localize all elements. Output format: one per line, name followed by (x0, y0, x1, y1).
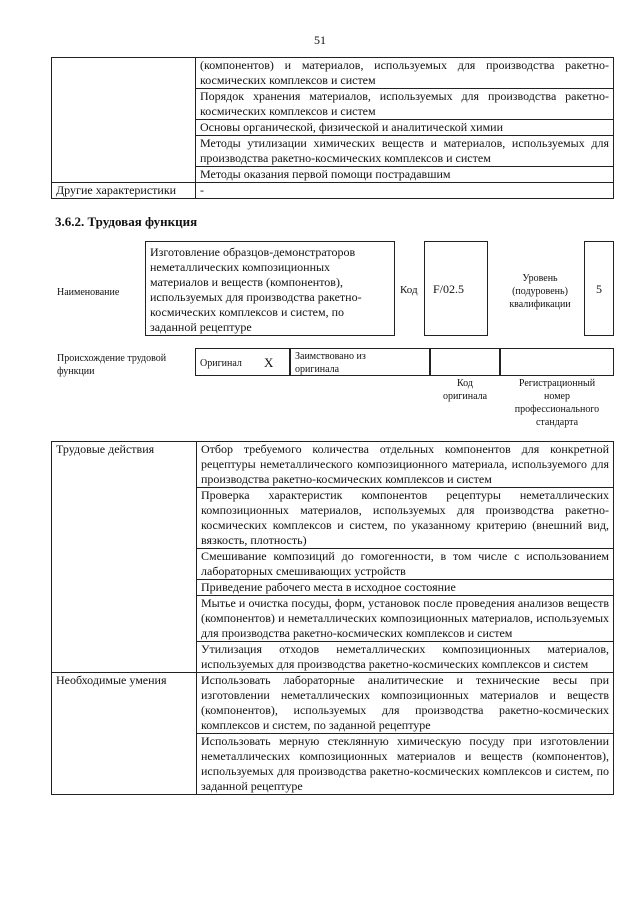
top-table (51, 57, 614, 199)
table-cell: Методы утилизации химических веществ и материалов, используемых для производства ракетно-космических комплексов и систем (196, 136, 614, 167)
table-cell: Использовать лабораторные аналитические и технические весы при изготовлении неметаллических композиционных материалов и веществ (компонентов), используемых для производства ракетно-космических комплексов и систем, по заданной рецептуре (197, 673, 614, 734)
table-cell: Отбор требуемого количества отдельных компонентов для конкретной рецептуры неметаллического композиционного материала, используемого для производства ракетно-космических комплексов и систем (197, 442, 614, 488)
original-code-box (430, 348, 500, 376)
code-label: Код (400, 284, 418, 296)
table-cell: Смешивание композиций до гомогенности, в том числе с использованием лабораторных смешивающих устройств (197, 549, 614, 580)
main-table (51, 441, 614, 795)
required-skills-label: Необходимые умения (52, 673, 197, 795)
labor-actions-label: Трудовые действия (52, 442, 197, 673)
code-value: F/02.5 (433, 282, 465, 296)
table-cell: (компонентов) и материалов, используемых для производства ракетно-космических комплексов и систем (196, 58, 614, 89)
origin-original-box (195, 348, 290, 376)
origin-label: Происхождение трудовой функции (57, 353, 167, 377)
table-cell: Приведение рабочего места в исходное состояние (197, 580, 614, 596)
qualification-level-value: 5 (596, 282, 602, 296)
qualification-level-label: Уровень (подуровень) квалификации (509, 273, 571, 310)
table-cell: Порядок хранения материалов, используемых для производства ракетно-космических комплексов и систем (196, 89, 614, 120)
section-heading: 3.6.2. Трудовая функция (55, 214, 198, 229)
other-characteristics-label: Другие характеристики (52, 183, 196, 199)
original-mark: X (264, 355, 274, 370)
origin-borrowed-box (290, 348, 430, 376)
code-box (424, 241, 488, 336)
table-cell: Утилизация отходов неметаллических композиционных материалов, используемых для производства ракетно-космических комплексов и систем (197, 642, 614, 673)
table-cell: Мытье и очистка посуды, форм, установок после проведения анализов веществ (компонентов) и неметаллических композиционных материалов, используемых для производства ракетно-космических комплексов и систем (197, 596, 614, 642)
qualification-level-box (584, 241, 614, 336)
original-label: Оригинал (200, 358, 242, 369)
borrowed-label: Заимствовано из оригинала (295, 351, 366, 375)
function-name-value: Изготовление образцов-демонстраторов неметаллических композиционных материалов и веществ (компонентов), используемых для производства ракетно-космических комплексов и систем, по заданной рецептуре (150, 245, 362, 334)
table-row (52, 673, 614, 734)
table-cell: Использовать мерную стеклянную химическую посуду при изготовлении неметаллических композиционных материалов и веществ (компонентов), используемых для производства ракетно-космических комплексов и систем, по заданной рецептуре (197, 734, 614, 795)
table-cell: Основы органической, физической и аналитической химии (196, 120, 614, 136)
table-label-cell (52, 58, 196, 183)
registration-number-box (500, 348, 614, 376)
table-row (52, 183, 614, 199)
table-cell: Методы оказания первой помощи пострадавшим (196, 167, 614, 183)
name-label: Наименование (57, 287, 120, 298)
registration-number-caption: Регистрационный номер профессионального стандарта (514, 378, 600, 428)
function-name-box (145, 241, 395, 336)
other-characteristics-value: - (196, 183, 614, 199)
table-row (52, 442, 614, 488)
table-cell: Проверка характеристик компонентов рецептуры неметаллических композиционных материалов, используемых для производства ракетно-космических комплексов и систем, по указанному критерию (внешний вид, вязкость, плотность) (197, 488, 614, 549)
table-row (52, 58, 614, 89)
page-number: 51 (314, 33, 326, 47)
original-code-caption: Код оригинала (442, 378, 488, 402)
